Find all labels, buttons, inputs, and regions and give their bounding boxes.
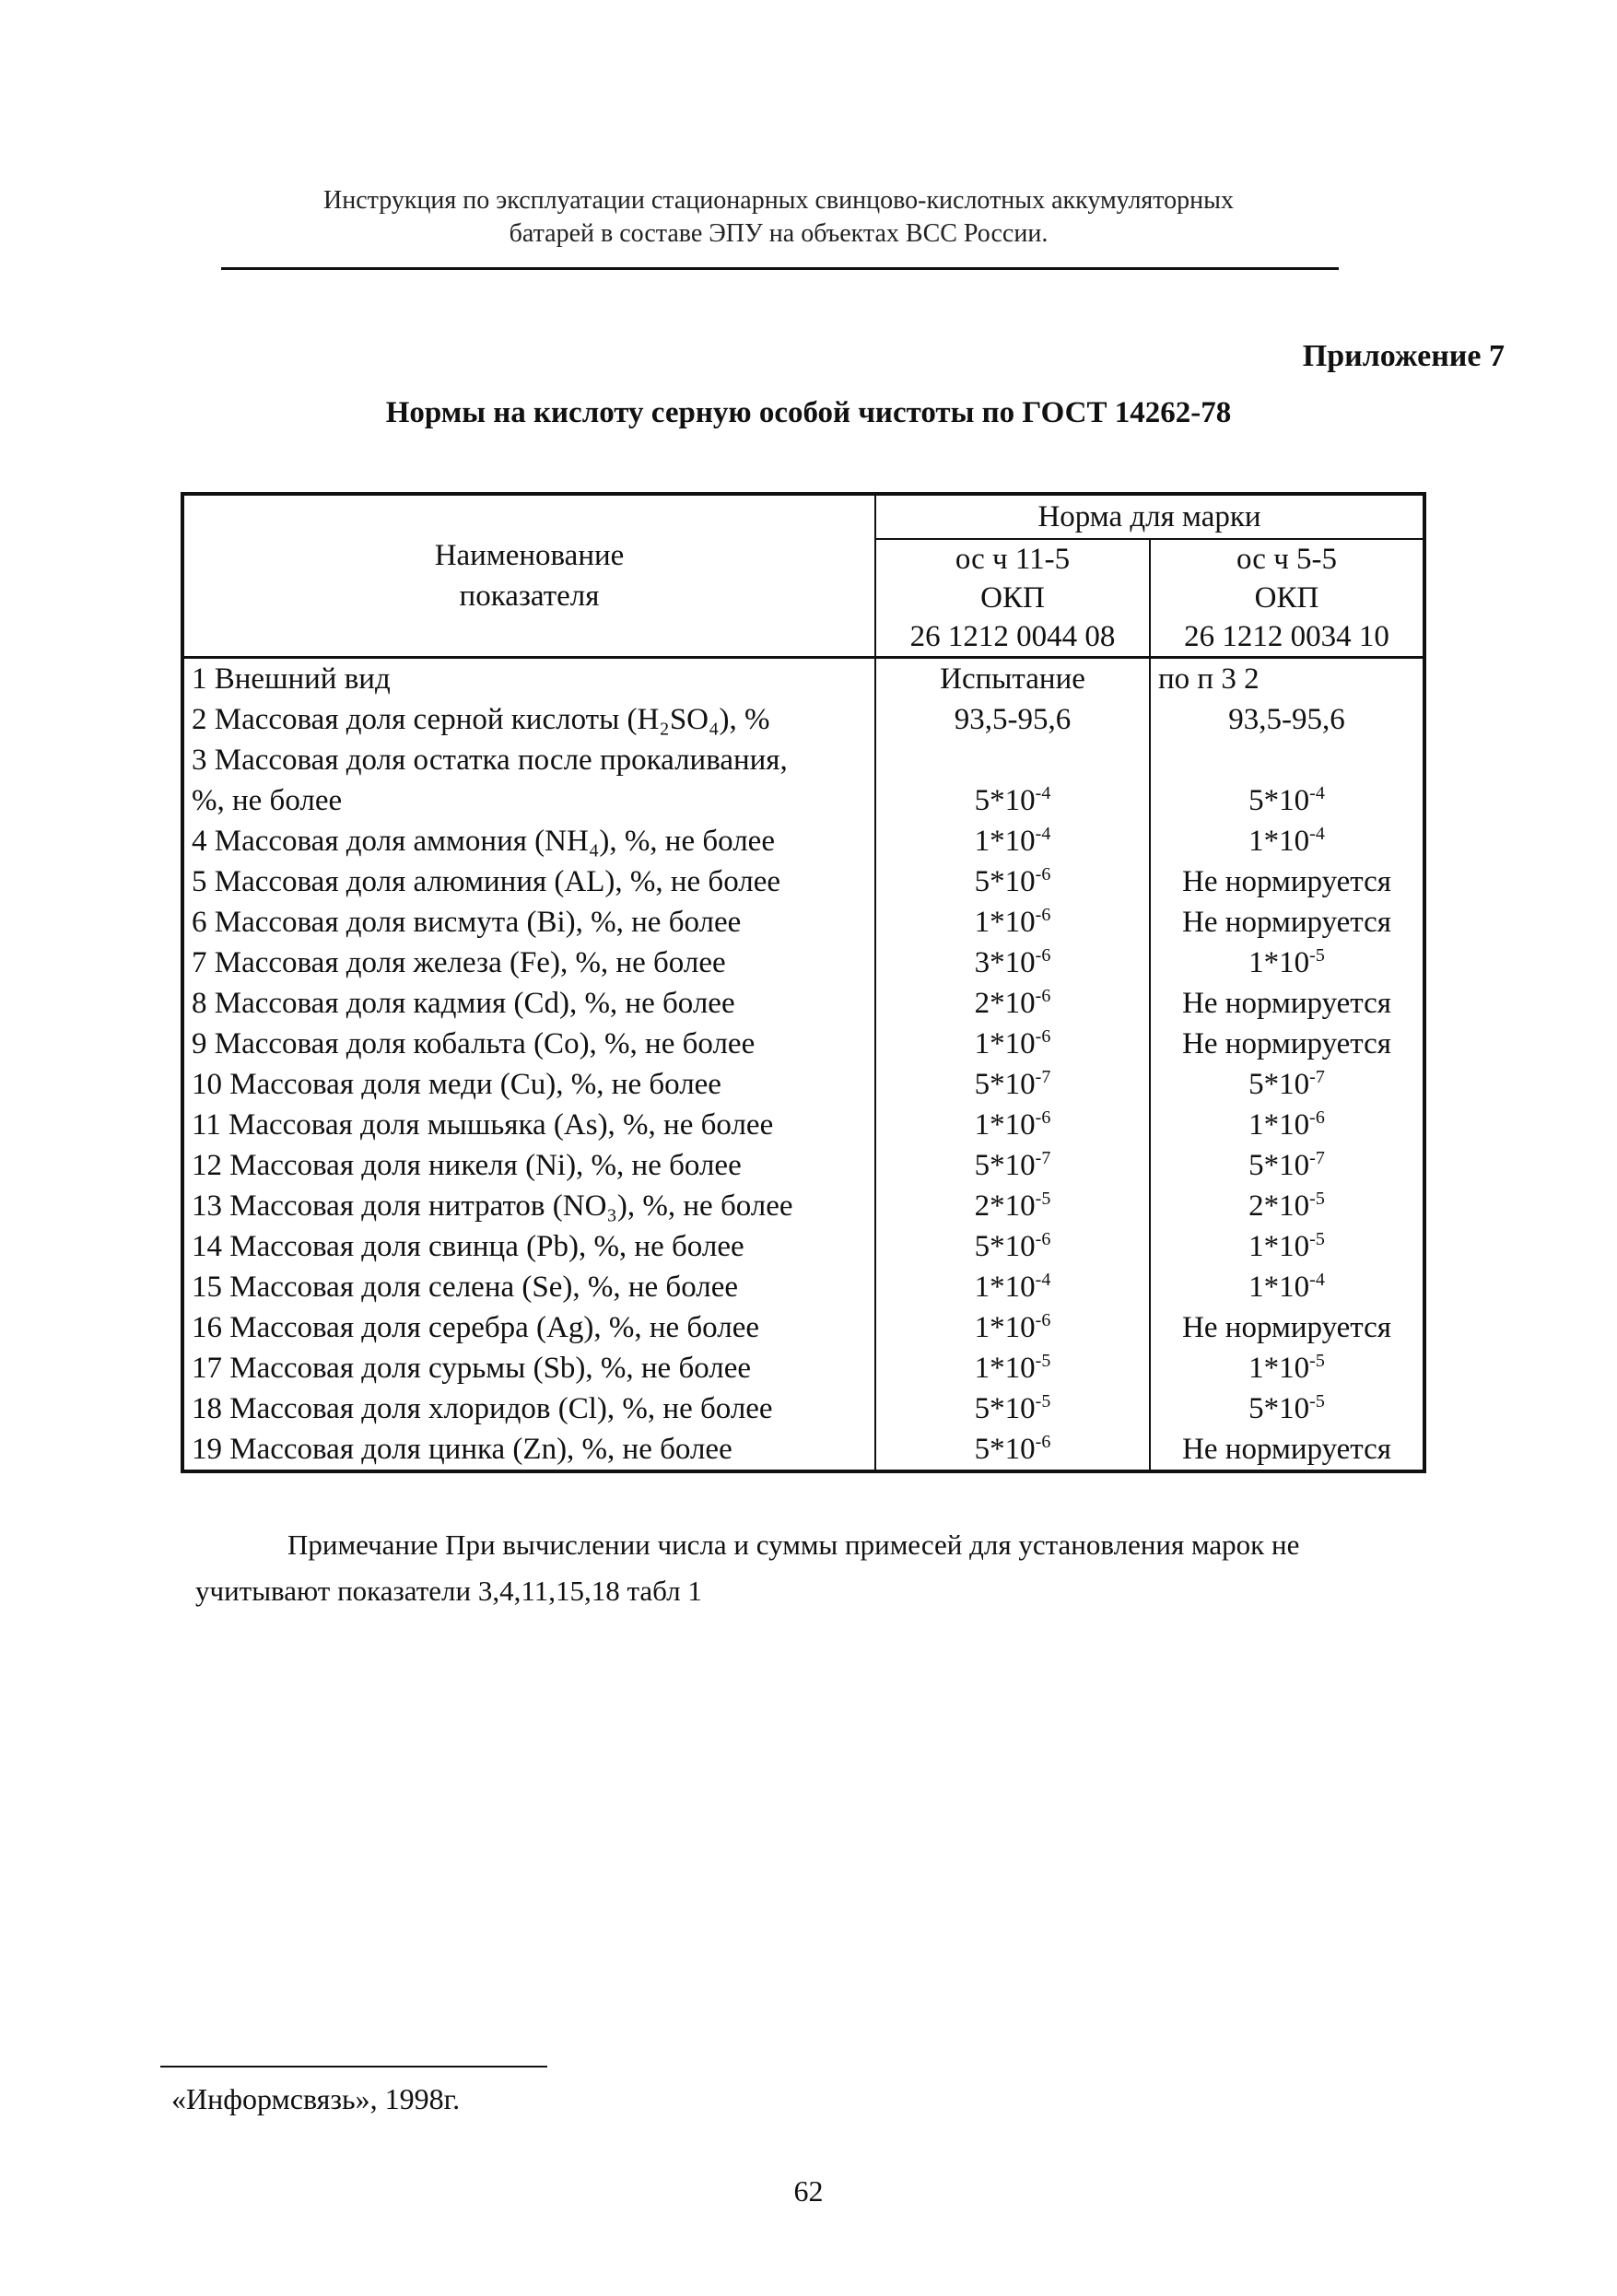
- value-mantissa: 5*10: [1248, 1392, 1310, 1425]
- table-note: [195, 1522, 1430, 1614]
- row-value-b: Не нормируется: [1182, 1311, 1391, 1344]
- value-exponent: -5: [1035, 1391, 1051, 1412]
- row-value-b: [1150, 821, 1424, 861]
- row-value-b: по п 3 2: [1158, 662, 1260, 696]
- row-name: 5 Массовая доля алюминия (AL), %, не более: [182, 861, 875, 902]
- table-row: [182, 1348, 1424, 1388]
- row-name: %, не более: [182, 780, 875, 821]
- row-name: 3 Массовая доля остатка после прокаливания,: [182, 740, 875, 780]
- column-header-mark-a: ос ч 11-5 ОКП 26 1212 0044 08: [875, 539, 1150, 658]
- value-exponent: -6: [1035, 864, 1051, 884]
- value-exponent: -6: [1035, 1229, 1051, 1249]
- value-mantissa: 1*10: [974, 1271, 1036, 1304]
- value-mantissa: 5*10: [1248, 1068, 1310, 1101]
- row-value-a: Испытание: [875, 658, 1150, 700]
- value-mantissa: 5*10: [974, 865, 1036, 898]
- row-name: 4 Массовая доля аммония (NH₄), %, не более: [182, 821, 875, 861]
- value-mantissa: 1*10: [1248, 825, 1310, 858]
- value-mantissa: 1*10: [974, 1311, 1036, 1344]
- row-value-b: Не нормируется: [1182, 987, 1391, 1020]
- row-value-a: [875, 1348, 1150, 1388]
- row-value-b: [1150, 1226, 1424, 1267]
- note-line-1: Примечание При вычислении числа и суммы примесей для установления марок не: [287, 1529, 1300, 1561]
- norms-table: [181, 492, 1426, 1473]
- table-row: [182, 1226, 1424, 1267]
- row-name: 15 Массовая доля селена (Se), %, не более: [182, 1267, 875, 1307]
- value-exponent: -5: [1309, 1189, 1325, 1209]
- header-divider: [221, 267, 1339, 270]
- value-exponent: -4: [1035, 783, 1051, 803]
- header-line-1: Инструкция по эксплуатации стационарных свинцово-кислотных аккумуляторных: [323, 186, 1234, 215]
- norms-table-body: [182, 658, 1424, 1472]
- row-name: 2 Массовая доля серной кислоты (H₂SO₄), %: [182, 699, 875, 740]
- value-exponent: -7: [1035, 1148, 1051, 1168]
- value-mantissa: 2*10: [1248, 1189, 1310, 1223]
- row-name: 12 Массовая доля никеля (Ni), %, не более: [182, 1145, 875, 1186]
- row-value-a: [875, 1186, 1150, 1226]
- value-mantissa: 3*10: [974, 946, 1036, 979]
- page-title: Нормы на кислоту серную особой чистоты по ГОСТ 14262-78: [385, 396, 1232, 429]
- value-exponent: -5: [1309, 945, 1325, 966]
- column-header-mark-b: ос ч 5-5 ОКП 26 1212 0034 10: [1150, 539, 1424, 658]
- page-number: 62: [793, 2174, 824, 2208]
- row-name: 16 Массовая доля серебра (Ag), %, не более: [182, 1307, 875, 1348]
- value-exponent: -7: [1309, 1067, 1325, 1087]
- row-value-a: [875, 1105, 1150, 1145]
- value-mantissa: 5*10: [974, 1230, 1036, 1263]
- value-mantissa: 1*10: [974, 1108, 1036, 1142]
- footnote: «Информсвязь», 1998г.: [171, 2082, 461, 2115]
- row-value-b: [1150, 1186, 1424, 1226]
- value-mantissa: 5*10: [974, 1149, 1036, 1182]
- row-value-b: [1150, 1105, 1424, 1145]
- row-value-b: [1150, 1064, 1424, 1105]
- row-value-b: [1150, 943, 1424, 983]
- column-header-group: Норма для марки: [875, 494, 1424, 539]
- value-exponent: -7: [1309, 1148, 1325, 1168]
- row-value-a: [875, 1145, 1150, 1186]
- value-exponent: -6: [1035, 1432, 1051, 1452]
- row-value-a: [875, 1267, 1150, 1307]
- value-exponent: -6: [1309, 1107, 1325, 1128]
- value-exponent: -5: [1309, 1229, 1325, 1249]
- row-value-a: [875, 861, 1150, 902]
- value-mantissa: 5*10: [1248, 1149, 1310, 1182]
- note-line-2: учитывают показатели 3,4,11,15,18 табл 1: [195, 1575, 702, 1607]
- row-value-b: [1150, 1145, 1424, 1186]
- value-mantissa: 1*10: [974, 1352, 1036, 1385]
- row-value-b: [1150, 1348, 1424, 1388]
- row-value-b: [1150, 740, 1424, 780]
- table-row: [182, 699, 1424, 740]
- row-value-a: [875, 943, 1150, 983]
- row-value-a: [875, 1429, 1150, 1471]
- value-exponent: -5: [1309, 1391, 1325, 1412]
- value-mantissa: 1*10: [1248, 1230, 1310, 1263]
- value-mantissa: 5*10: [974, 1433, 1036, 1466]
- footnote-divider: [160, 2066, 547, 2068]
- row-value-a: [875, 780, 1150, 821]
- row-name: 11 Массовая доля мышьяка (As), %, не более: [182, 1105, 875, 1145]
- table-row: [182, 1105, 1424, 1145]
- value-exponent: -6: [1035, 986, 1051, 1006]
- value-mantissa: 1*10: [974, 825, 1036, 858]
- row-name: 13 Массовая доля нитратов (NO₃), %, не более: [182, 1186, 875, 1226]
- value-mantissa: 1*10: [1248, 1271, 1310, 1304]
- row-name: 17 Массовая доля сурьмы (Sb), %, не более: [182, 1348, 875, 1388]
- value-exponent: -4: [1309, 824, 1325, 844]
- row-name: 6 Массовая доля висмута (Bi), %, не более: [182, 902, 875, 943]
- row-name: 7 Массовая доля железа (Fe), %, не более: [182, 943, 875, 983]
- value-exponent: -6: [1035, 1310, 1051, 1330]
- table-row: [182, 1307, 1424, 1348]
- row-value-a: [875, 902, 1150, 943]
- value-exponent: -4: [1309, 783, 1325, 803]
- row-value-b: [1150, 780, 1424, 821]
- row-value-b: Не нормируется: [1182, 1433, 1391, 1466]
- table-row: [182, 1388, 1424, 1429]
- row-name: 18 Массовая доля хлоридов (Cl), %, не более: [182, 1388, 875, 1429]
- table-row: [182, 740, 1424, 780]
- row-value-a: [875, 821, 1150, 861]
- value-exponent: -5: [1035, 1351, 1051, 1371]
- row-value-b: Не нормируется: [1182, 906, 1391, 939]
- row-name: 14 Массовая доля свинца (Pb), %, не более: [182, 1226, 875, 1267]
- value-exponent: -6: [1035, 1026, 1051, 1047]
- row-value-a: [875, 740, 1150, 780]
- table-row: [182, 1024, 1424, 1064]
- value-mantissa: 1*10: [974, 906, 1036, 939]
- value-exponent: -4: [1309, 1270, 1325, 1290]
- row-value-a: [875, 1388, 1150, 1429]
- value-mantissa: 5*10: [974, 784, 1036, 817]
- table-row: [182, 1145, 1424, 1186]
- value-exponent: -6: [1035, 905, 1051, 925]
- value-exponent: -6: [1035, 1107, 1051, 1128]
- row-value-a: [875, 1064, 1150, 1105]
- document-header: [221, 184, 1336, 251]
- column-header-name: Наименование показателя: [182, 494, 875, 658]
- table-row: [182, 902, 1424, 943]
- row-value-b: [1150, 1267, 1424, 1307]
- row-value-a: [875, 1307, 1150, 1348]
- table-row: [182, 821, 1424, 861]
- row-value-a: 93,5-95,6: [875, 699, 1150, 740]
- value-exponent: -6: [1035, 945, 1051, 966]
- value-mantissa: 1*10: [1248, 946, 1310, 979]
- table-row: [182, 1267, 1424, 1307]
- row-value-a: [875, 983, 1150, 1024]
- value-mantissa: 2*10: [974, 1189, 1036, 1223]
- table-row: [182, 943, 1424, 983]
- row-value-a: [875, 1226, 1150, 1267]
- row-value-b: [1150, 1388, 1424, 1429]
- row-name: 19 Массовая доля цинка (Zn), %, не более: [182, 1429, 875, 1471]
- value-exponent: -7: [1035, 1067, 1051, 1087]
- value-exponent: -4: [1035, 824, 1051, 844]
- row-value-b: Не нормируется: [1182, 1027, 1391, 1060]
- row-name: 1 Внешний вид: [182, 658, 875, 700]
- appendix-label: Приложение 7: [1302, 339, 1505, 373]
- value-mantissa: 5*10: [974, 1068, 1036, 1101]
- table-row: [182, 1186, 1424, 1226]
- row-value-a: [875, 1024, 1150, 1064]
- row-name: 10 Массовая доля меди (Cu), %, не более: [182, 1064, 875, 1105]
- table-row: [182, 1429, 1424, 1471]
- row-value-b: 93,5-95,6: [1228, 703, 1345, 736]
- table-row: [182, 983, 1424, 1024]
- header-line-2: батарей в составе ЭПУ на объектах ВСС России.: [509, 219, 1049, 248]
- value-exponent: -4: [1035, 1270, 1051, 1290]
- value-mantissa: 5*10: [974, 1392, 1036, 1425]
- value-exponent: -5: [1309, 1351, 1325, 1371]
- row-name: 9 Массовая доля кобальта (Co), %, не более: [182, 1024, 875, 1064]
- value-mantissa: 1*10: [974, 1027, 1036, 1060]
- value-mantissa: 5*10: [1248, 784, 1310, 817]
- row-value-b: Не нормируется: [1182, 865, 1391, 898]
- table-row: [182, 780, 1424, 821]
- value-exponent: -5: [1035, 1189, 1051, 1209]
- value-mantissa: 1*10: [1248, 1352, 1310, 1385]
- table-row: [182, 1064, 1424, 1105]
- table-row: [182, 658, 1424, 700]
- table-row: [182, 861, 1424, 902]
- value-mantissa: 1*10: [1248, 1108, 1310, 1142]
- row-name: 8 Массовая доля кадмия (Cd), %, не более: [182, 983, 875, 1024]
- value-mantissa: 2*10: [974, 987, 1036, 1020]
